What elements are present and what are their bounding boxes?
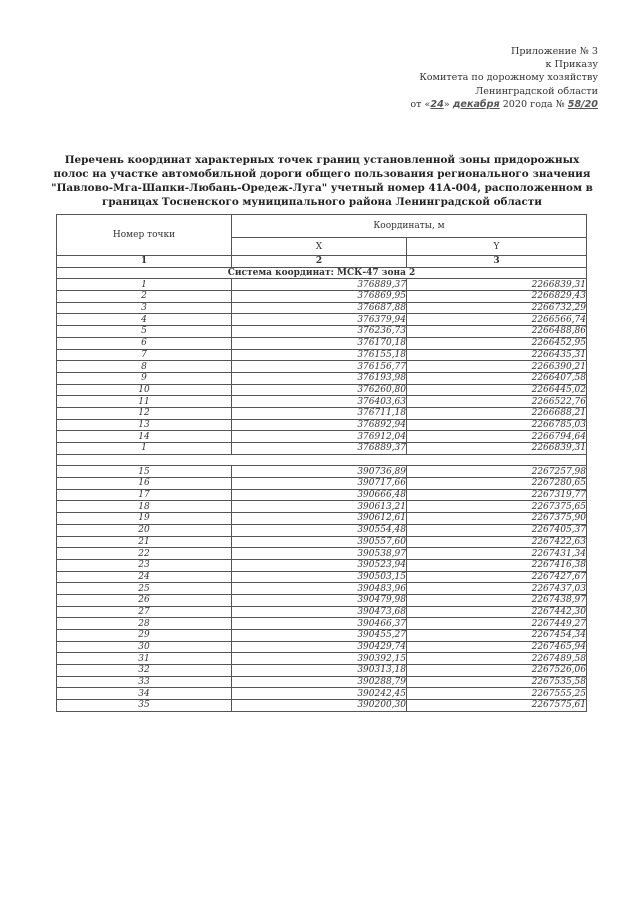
table-row	[57, 583, 587, 595]
x-coordinate-cell: 390288,79	[232, 676, 407, 688]
point-number-cell: 10	[57, 384, 232, 396]
table-row	[57, 337, 587, 349]
column-number: 3	[407, 256, 587, 268]
y-coordinate-cell: 2267422,63	[407, 536, 587, 548]
table-row	[57, 641, 587, 653]
x-coordinate-cell: 376193,98	[232, 372, 407, 384]
x-coordinate-cell: 376379,94	[232, 314, 407, 326]
table-row	[57, 501, 587, 513]
table-row	[57, 489, 587, 501]
x-coordinate-cell: 390473,68	[232, 606, 407, 618]
x-coordinate-cell: 390479,98	[232, 594, 407, 606]
x-coordinate-cell: 376711,18	[232, 407, 407, 419]
table-row	[57, 478, 587, 490]
coordinate-system: Система координат: МСК-47 зона 2	[57, 267, 587, 279]
table-row	[57, 618, 587, 630]
table-row	[57, 548, 587, 560]
x-coordinate-cell: 390483,96	[232, 583, 407, 595]
point-number-cell: 17	[57, 489, 232, 501]
y-coordinate-cell: 2266839,31	[407, 279, 587, 291]
x-coordinate-cell: 390612,61	[232, 513, 407, 525]
point-number-cell: 4	[57, 314, 232, 326]
x-coordinate-cell: 376236,73	[232, 326, 407, 338]
point-number-cell: 20	[57, 524, 232, 536]
y-coordinate-cell: 2267257,98	[407, 466, 587, 478]
y-coordinate-cell: 2266435,31	[407, 349, 587, 361]
y-coordinate-cell: 2267427,67	[407, 571, 587, 583]
point-number-cell: 23	[57, 559, 232, 571]
x-coordinate-cell: 390466,37	[232, 618, 407, 630]
x-coordinate-cell: 390200,30	[232, 700, 407, 712]
table-row	[57, 676, 587, 688]
y-coordinate-cell: 2267437,03	[407, 583, 587, 595]
y-coordinate-cell: 2266839,31	[407, 443, 587, 455]
x-coordinate-cell: 390313,18	[232, 665, 407, 677]
order-reference: к Приказу	[545, 59, 598, 71]
x-coordinate-cell: 390392,15	[232, 653, 407, 665]
date-prefix: от «	[410, 98, 431, 110]
y-coordinate-cell: 2266445,02	[407, 384, 587, 396]
coordinate-system-row	[57, 267, 587, 279]
table-row	[57, 594, 587, 606]
y-coordinate-cell: 2267535,58	[407, 676, 587, 688]
point-number-cell: 31	[57, 653, 232, 665]
table-row	[57, 291, 587, 303]
x-coordinate-cell: 390736,89	[232, 466, 407, 478]
y-coordinate-cell: 2266829,43	[407, 291, 587, 303]
table-row	[57, 443, 587, 455]
date-mid: »	[443, 98, 453, 110]
point-number-cell: 30	[57, 641, 232, 653]
point-number-cell: 25	[57, 583, 232, 595]
table-row	[57, 513, 587, 525]
x-coordinate-cell: 376155,18	[232, 349, 407, 361]
point-number-cell: 33	[57, 676, 232, 688]
coordinates-table	[56, 214, 587, 712]
order-date-line	[378, 98, 598, 111]
x-coordinate-cell: 390666,48	[232, 489, 407, 501]
table-row	[57, 419, 587, 431]
y-coordinate-cell: 2267405,37	[407, 524, 587, 536]
y-coordinate-cell: 2266732,29	[407, 302, 587, 314]
table-row	[57, 466, 587, 478]
y-coordinate-cell: 2267442,30	[407, 606, 587, 618]
header-point-number: Номер точки	[57, 215, 232, 256]
point-number-cell: 2	[57, 291, 232, 303]
table-row	[57, 653, 587, 665]
handwritten-order-number: 58/20	[567, 98, 598, 110]
y-coordinate-cell: 2267555,25	[407, 688, 587, 700]
table-row	[57, 630, 587, 642]
x-coordinate-cell: 390554,48	[232, 524, 407, 536]
column-number-row	[57, 256, 587, 268]
table-row	[57, 384, 587, 396]
y-coordinate-cell: 2267575,61	[407, 700, 587, 712]
x-coordinate-cell: 390538,97	[232, 548, 407, 560]
point-number-cell: 1	[57, 279, 232, 291]
table-row	[57, 665, 587, 677]
table-row	[57, 396, 587, 408]
point-number-cell: 1	[57, 443, 232, 455]
point-number-cell: 14	[57, 431, 232, 443]
column-number: 2	[232, 256, 407, 268]
point-number-cell: 32	[57, 665, 232, 677]
y-coordinate-cell: 2267416,38	[407, 559, 587, 571]
table-row	[57, 571, 587, 583]
y-coordinate-cell: 2267526,06	[407, 665, 587, 677]
x-coordinate-cell: 390455,27	[232, 630, 407, 642]
y-coordinate-cell: 2267375,65	[407, 501, 587, 513]
x-coordinate-cell: 390503,15	[232, 571, 407, 583]
y-coordinate-cell: 2267454,34	[407, 630, 587, 642]
document-title: Перечень координат характерных точек границ установленной зоны придорожных полос на участке автомобильной дороги общего пользования регионального значения "Павлово-Мга-Шапки-Любань-Оредеж-Луга" учетный номер 41А-004, расположенном в границах Тосненского муниципального района Ленинградской области	[51, 154, 593, 208]
y-coordinate-cell: 2266452,95	[407, 337, 587, 349]
x-coordinate-cell: 376687,88	[232, 302, 407, 314]
column-number: 1	[57, 256, 232, 268]
header-y: Y	[407, 238, 587, 256]
y-coordinate-cell: 2266390,21	[407, 361, 587, 373]
appendix-header	[378, 45, 598, 111]
point-number-cell: 5	[57, 326, 232, 338]
point-number-cell: 35	[57, 700, 232, 712]
y-coordinate-cell: 2266488,86	[407, 326, 587, 338]
x-coordinate-cell: 390613,21	[232, 501, 407, 513]
point-number-cell: 24	[57, 571, 232, 583]
point-number-cell: 19	[57, 513, 232, 525]
table-row	[57, 372, 587, 384]
point-number-cell: 21	[57, 536, 232, 548]
y-coordinate-cell: 2267465,94	[407, 641, 587, 653]
y-coordinate-cell: 2266688,21	[407, 407, 587, 419]
handwritten-day: 24	[430, 98, 444, 110]
table-row	[57, 700, 587, 712]
point-number-cell: 11	[57, 396, 232, 408]
point-number-cell: 18	[57, 501, 232, 513]
x-coordinate-cell: 376156,77	[232, 361, 407, 373]
point-number-cell: 16	[57, 478, 232, 490]
table-row	[57, 361, 587, 373]
appendix-label: Приложение № 3	[510, 46, 598, 57]
separator-cell	[57, 454, 587, 466]
handwritten-month: декабря	[452, 98, 500, 110]
table-row	[57, 314, 587, 326]
x-coordinate-cell: 390557,60	[232, 536, 407, 548]
point-number-cell: 7	[57, 349, 232, 361]
x-coordinate-cell: 390242,45	[232, 688, 407, 700]
committee-name: Комитета по дорожному хозяйству	[419, 72, 598, 84]
table-row	[57, 606, 587, 618]
point-number-cell: 15	[57, 466, 232, 478]
point-number-cell: 22	[57, 548, 232, 560]
x-coordinate-cell: 390523,94	[232, 559, 407, 571]
table-row	[57, 559, 587, 571]
x-coordinate-cell: 376869,95	[232, 291, 407, 303]
point-number-cell: 26	[57, 594, 232, 606]
point-number-cell: 34	[57, 688, 232, 700]
header-x: X	[232, 238, 407, 256]
x-coordinate-cell: 376170,18	[232, 337, 407, 349]
date-year: 2020 года №	[499, 98, 568, 110]
point-number-cell: 27	[57, 606, 232, 618]
table-row	[57, 431, 587, 443]
y-coordinate-cell: 2267319,77	[407, 489, 587, 501]
table-row	[57, 688, 587, 700]
point-number-cell: 6	[57, 337, 232, 349]
y-coordinate-cell: 2267431,34	[407, 548, 587, 560]
x-coordinate-cell: 376260,80	[232, 384, 407, 396]
table-row	[57, 326, 587, 338]
x-coordinate-cell: 376912,04	[232, 431, 407, 443]
x-coordinate-cell: 390717,66	[232, 478, 407, 490]
y-coordinate-cell: 2266794,64	[407, 431, 587, 443]
x-coordinate-cell: 376892,94	[232, 419, 407, 431]
table-row	[57, 407, 587, 419]
y-coordinate-cell: 2267438,97	[407, 594, 587, 606]
x-coordinate-cell: 376889,37	[232, 279, 407, 291]
y-coordinate-cell: 2267280,65	[407, 478, 587, 490]
table-row	[57, 524, 587, 536]
point-number-cell: 8	[57, 361, 232, 373]
y-coordinate-cell: 2266407,58	[407, 372, 587, 384]
table-row	[57, 279, 587, 291]
x-coordinate-cell: 390429,74	[232, 641, 407, 653]
point-number-cell: 28	[57, 618, 232, 630]
point-number-cell: 3	[57, 302, 232, 314]
y-coordinate-cell: 2266566,74	[407, 314, 587, 326]
region-name: Ленинградской области	[475, 85, 598, 97]
point-number-cell: 29	[57, 630, 232, 642]
separator-row	[57, 454, 587, 466]
y-coordinate-cell: 2266522,76	[407, 396, 587, 408]
y-coordinate-cell: 2267489,58	[407, 653, 587, 665]
table-row	[57, 349, 587, 361]
header-coordinates: Координаты, м	[232, 215, 587, 238]
point-number-cell: 9	[57, 372, 232, 384]
point-number-cell: 12	[57, 407, 232, 419]
point-number-cell: 13	[57, 419, 232, 431]
y-coordinate-cell: 2267449,27	[407, 618, 587, 630]
x-coordinate-cell: 376403,63	[232, 396, 407, 408]
table-row	[57, 536, 587, 548]
y-coordinate-cell: 2266785,03	[407, 419, 587, 431]
x-coordinate-cell: 376889,37	[232, 443, 407, 455]
y-coordinate-cell: 2267375,90	[407, 513, 587, 525]
table-row	[57, 302, 587, 314]
